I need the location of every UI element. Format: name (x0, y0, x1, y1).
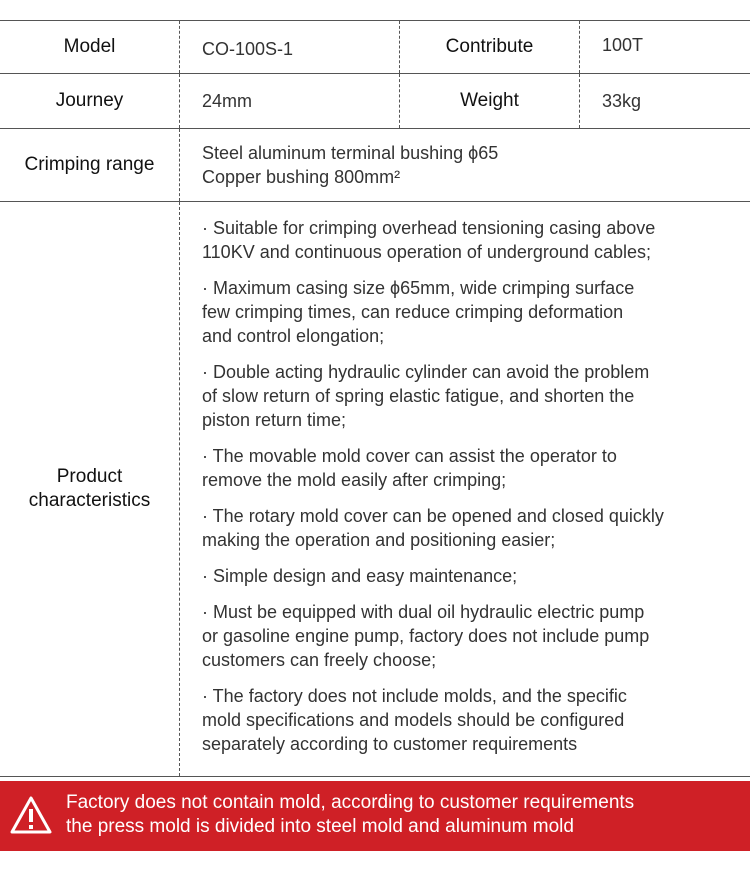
warning-triangle-icon (9, 795, 53, 835)
spec-row-crimping (0, 128, 750, 201)
characteristics-label-line: Product (56, 466, 123, 487)
model-label: Model (0, 21, 180, 73)
feature-line: remove the mold easily after crimping; (202, 470, 507, 490)
feature-line: · Must be equipped with dual oil hydraulic electric pump (202, 602, 645, 622)
feature-item (202, 360, 726, 432)
feature-line: of slow return of spring elastic fatigue, and shorten the (202, 386, 635, 406)
feature-line: 110KV and continuous operation of underground cables; (202, 242, 651, 262)
feature-line: piston return time; (202, 410, 347, 430)
crimping-label: Crimping range (0, 129, 180, 201)
feature-line: · Simple design and easy maintenance; (202, 566, 518, 586)
feature-item (202, 276, 726, 348)
contribute-value: 100T (602, 35, 644, 55)
spec-row-model (0, 20, 750, 73)
feature-line: mold specifications and models should be configured (202, 710, 625, 730)
warning-text (66, 791, 634, 839)
weight-value: 33kg (602, 91, 642, 111)
warning-line: the press mold is divided into steel mold and aluminum mold (66, 816, 574, 837)
feature-item (202, 504, 726, 552)
feature-line: · The rotary mold cover can be opened and closed quickly (202, 506, 664, 526)
warning-banner (0, 781, 750, 851)
spec-row-characteristics (0, 201, 750, 777)
feature-line: · Suitable for crimping overhead tensioning casing above (202, 218, 656, 238)
warning-line: Factory does not contain mold, according to customer requirements (66, 792, 635, 813)
model-value: CO-100S-1 (180, 21, 400, 73)
feature-item (202, 216, 726, 264)
spec-table (0, 20, 750, 777)
feature-line: · The factory does not include molds, and the specific (202, 686, 627, 706)
feature-line: · Double acting hydraulic cylinder can avoid the problem (202, 362, 650, 382)
feature-line: few crimping times, can reduce crimping deformation (202, 302, 624, 322)
feature-item (202, 564, 726, 588)
feature-line: · Maximum casing size ϕ65mm, wide crimping surface (202, 278, 635, 298)
journey-label: Journey (0, 74, 180, 128)
crimping-line: Copper bushing 800mm² (202, 167, 401, 187)
spec-row-journey (0, 73, 750, 128)
feature-line: or gasoline engine pump, factory does not include pump (202, 626, 650, 646)
feature-line: · The movable mold cover can assist the operator to (202, 446, 617, 466)
crimping-line: Steel aluminum terminal bushing ϕ65 (202, 143, 499, 163)
feature-item (202, 600, 726, 672)
contribute-label: Contribute (400, 21, 580, 73)
feature-line: customers can freely choose; (202, 650, 437, 670)
characteristics-label (0, 202, 180, 776)
features-list (180, 202, 750, 776)
feature-item (202, 684, 726, 756)
weight-label: Weight (400, 74, 580, 128)
feature-item (202, 444, 726, 492)
characteristics-label-line: characteristics (28, 490, 151, 511)
crimping-value (180, 129, 750, 201)
feature-line: making the operation and positioning easier; (202, 530, 556, 550)
journey-value: 24mm (180, 74, 400, 128)
feature-line: separately according to customer requirements (202, 734, 578, 754)
feature-line: and control elongation; (202, 326, 385, 346)
